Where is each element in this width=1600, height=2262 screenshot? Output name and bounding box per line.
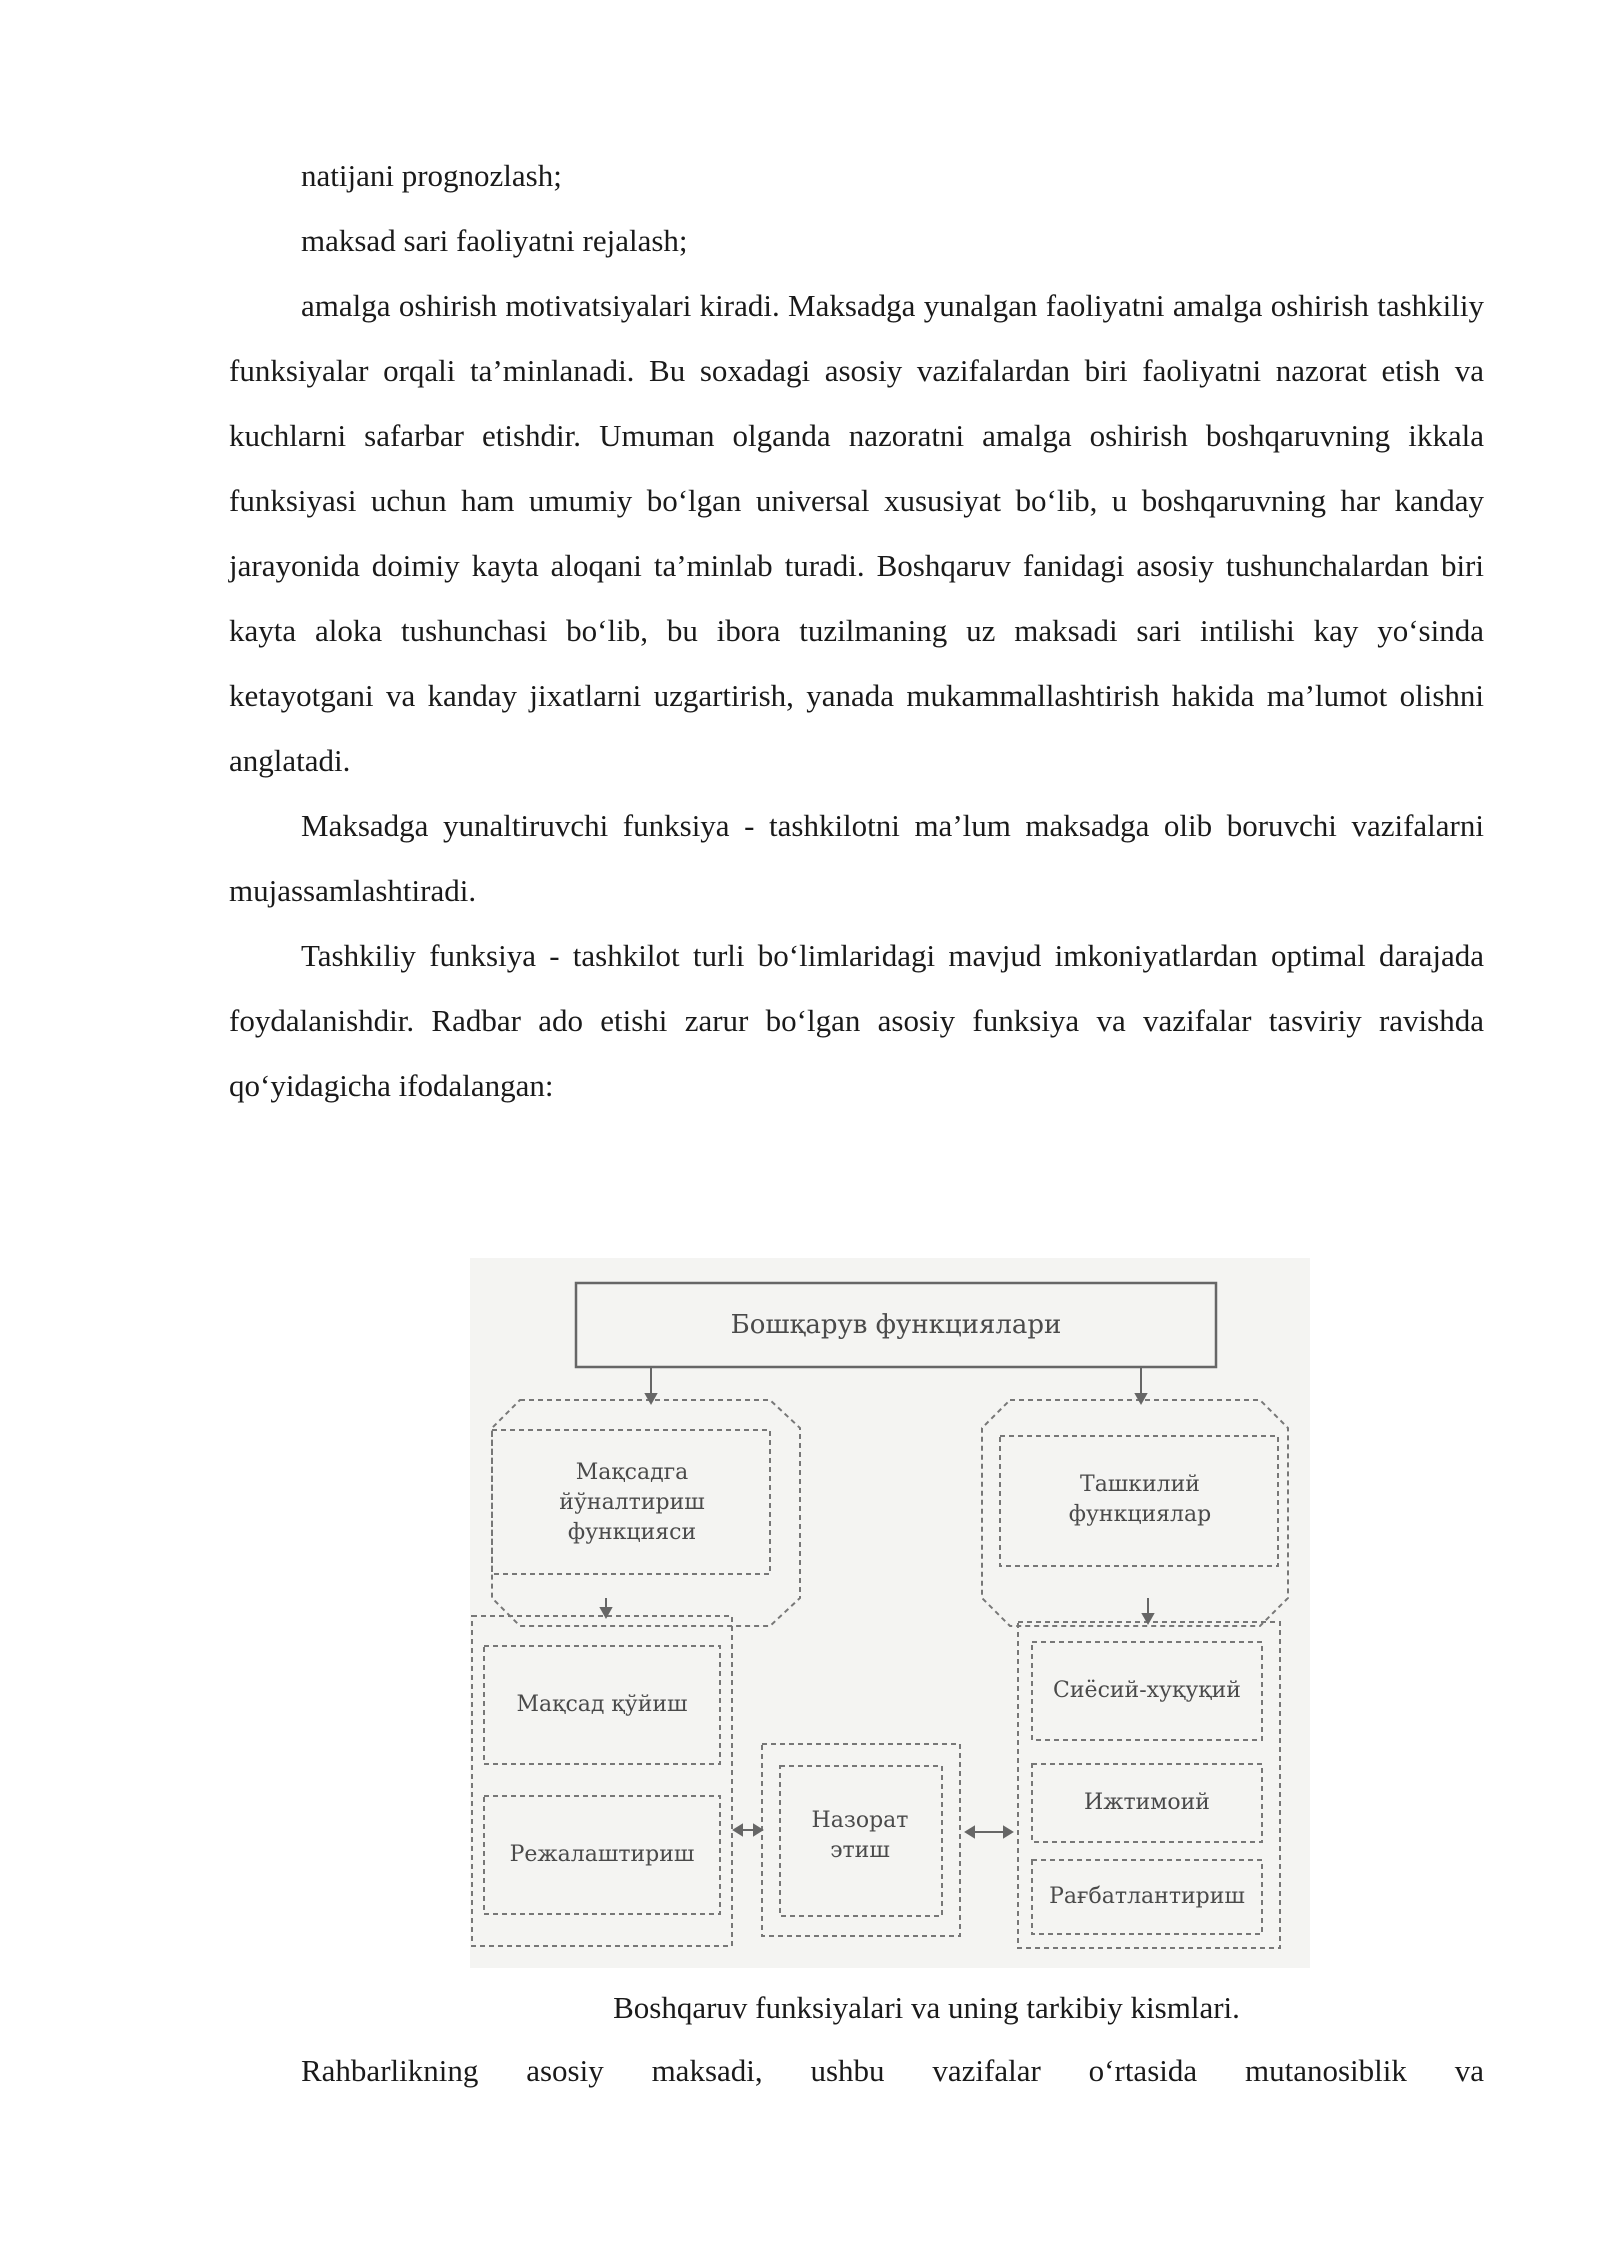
body-text — [229, 143, 1484, 1118]
diagram-left-item-1: Мақсад қўйиш — [516, 1692, 688, 1717]
paragraph-1: amalga oshirish motivatsiyalari kiradi. Maksadga yunalgan faoliyatni amalga oshirish tashkiliy funksiyalar orqali ta’minlanadi. Bu soxadagi asosiy vazifalardan biri faoliyatni nazorat etish va kuchlarni safarbar etishdir. Umuman olganda nazoratni amalga oshirish boshqaruvning ikkala funksiyasi uchun ham umumiy bo‘lgan universal xususiyat bo‘lib, u boshqaruvning har kanday jarayonida doimiy kayta aloqani ta’minlab turadi. Boshqaruv fanidagi asosiy tushunchalardan biri kayta aloka tushunchasi bo‘lib, bu ibora tuzilmaning uz maksadi sari intilishi kay yo‘sinda ketayotgani va kanday jixatlarni uzgartirish, yanada mukammallashtirish hakida ma’lumot olishni anglatadi. — [229, 288, 1484, 778]
diagram-right-item-2: Ижтимоий — [1084, 1790, 1210, 1815]
diagram-right-item-3: Рағбатлантириш — [1049, 1884, 1245, 1909]
diagram-center-label: Назорат этиш — [811, 1808, 909, 1863]
list-line-2: maksad sari faoliyatni rejalash; — [301, 223, 688, 258]
diagram-right-group-label: Ташкилий функциялар — [1068, 1472, 1212, 1527]
paragraph-continued: Rahbarlikning asosiy maksadi, ushbu vazifalar o‘rtasida mutanosiblik va — [301, 2053, 1484, 2088]
paragraph-3: Tashkiliy funksiya - tashkilot turli bo‘limlaridagi mavjud imkoniyatlardan optimal darajada foydalanishdir. Radbar ado etishi zarur bo‘lgan asosiy funksiya va vazifalar tasviriy ravishda qo‘yidagicha ifodalangan: — [229, 938, 1484, 1103]
figure-caption: Boshqaruv funksiyalari va uning tarkibiy kismlari. — [613, 1990, 1240, 2025]
diagram-right-item-1: Сиёсий-хуқуқий — [1053, 1678, 1241, 1703]
diagram-top-label: Бошқарув функциялари — [730, 1310, 1062, 1340]
diagram-left-item-2: Режалаштириш — [509, 1842, 695, 1867]
paragraph-2: Maksadga yunaltiruvchi funksiya - tashkilotni ma’lum maksadga olib boruvchi vazifalarni mujassamlashtiradi. — [229, 808, 1484, 908]
functions-diagram — [470, 1258, 1310, 1968]
list-line-1: natijani prognozlash; — [301, 158, 562, 193]
diagram-left-group-label: Мақсадга йўналтириш функцияси — [559, 1460, 705, 1545]
